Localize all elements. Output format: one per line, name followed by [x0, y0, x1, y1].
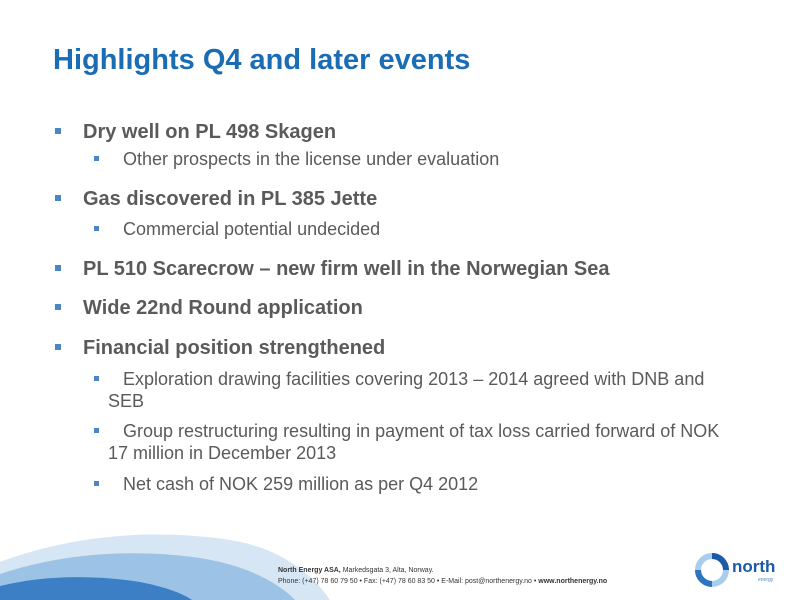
logo-subtext: energy	[758, 577, 774, 583]
sub-bullet-marker-icon	[94, 481, 99, 486]
sub-bullet-text: Group restructuring resulting in payment of tax loss carried forward of NOK 17 million in December 2013	[108, 421, 720, 463]
footer-address: Markedsgata 3, Alta, Norway.	[342, 567, 434, 574]
sub-bullet-text: Commercial potential undecided	[123, 219, 381, 239]
footer-address-line	[278, 565, 607, 576]
sub-bullet-marker-icon	[94, 376, 99, 381]
bullet-text: Financial position strengthened	[83, 337, 386, 359]
bullet-item	[83, 187, 377, 211]
bullet-marker-icon	[55, 265, 61, 271]
sub-bullet-text: Exploration drawing facilities covering 2013 – 2014 agreed with DNB and SEB	[108, 369, 705, 411]
sub-bullet-text: Other prospects in the license under evaluation	[123, 149, 500, 169]
footer-contact	[278, 565, 607, 587]
bullet-text: PL 510 Scarecrow – new firm well in the Norwegian Sea	[83, 258, 610, 280]
sub-bullet-marker-icon	[94, 226, 99, 231]
bullet-text: Dry well on PL 498 Skagen	[83, 121, 337, 143]
bullet-marker-icon	[55, 344, 61, 350]
sub-bullet-item	[108, 218, 728, 240]
bullet-marker-icon	[55, 195, 61, 201]
footer-company: North Energy ASA,	[278, 567, 341, 574]
sub-bullet-text: Net cash of NOK 259 million as per Q4 2012	[123, 474, 479, 494]
north-energy-logo	[694, 550, 794, 590]
bullet-item	[83, 296, 363, 320]
sub-bullet-item	[108, 368, 728, 412]
bullet-text: Wide 22nd Round application	[83, 297, 363, 319]
logo-wordmark: north	[732, 557, 776, 576]
sub-bullet-item	[108, 473, 728, 495]
bullet-item	[83, 120, 336, 144]
footer-phone-fax-email: Phone: (+47) 78 60 79 50 • Fax: (+47) 78 60 83 50 • E-Mail: post@northenergy.no •	[278, 578, 537, 585]
bullet-marker-icon	[55, 304, 61, 310]
bullet-marker-icon	[55, 128, 61, 134]
sub-bullet-item	[108, 148, 728, 170]
footer-contact-line	[278, 576, 607, 587]
bullet-text: Gas discovered in PL 385 Jette	[83, 188, 378, 210]
slide-title: Highlights Q4 and later events	[53, 44, 471, 76]
sub-bullet-marker-icon	[94, 156, 99, 161]
sub-bullet-marker-icon	[94, 428, 99, 433]
sub-bullet-item	[108, 420, 728, 464]
bullet-item	[83, 257, 610, 281]
bullet-item	[83, 336, 385, 360]
logo-swirl-icon	[694, 550, 734, 590]
footer-website-link[interactable]: www.northenergy.no	[538, 578, 608, 585]
